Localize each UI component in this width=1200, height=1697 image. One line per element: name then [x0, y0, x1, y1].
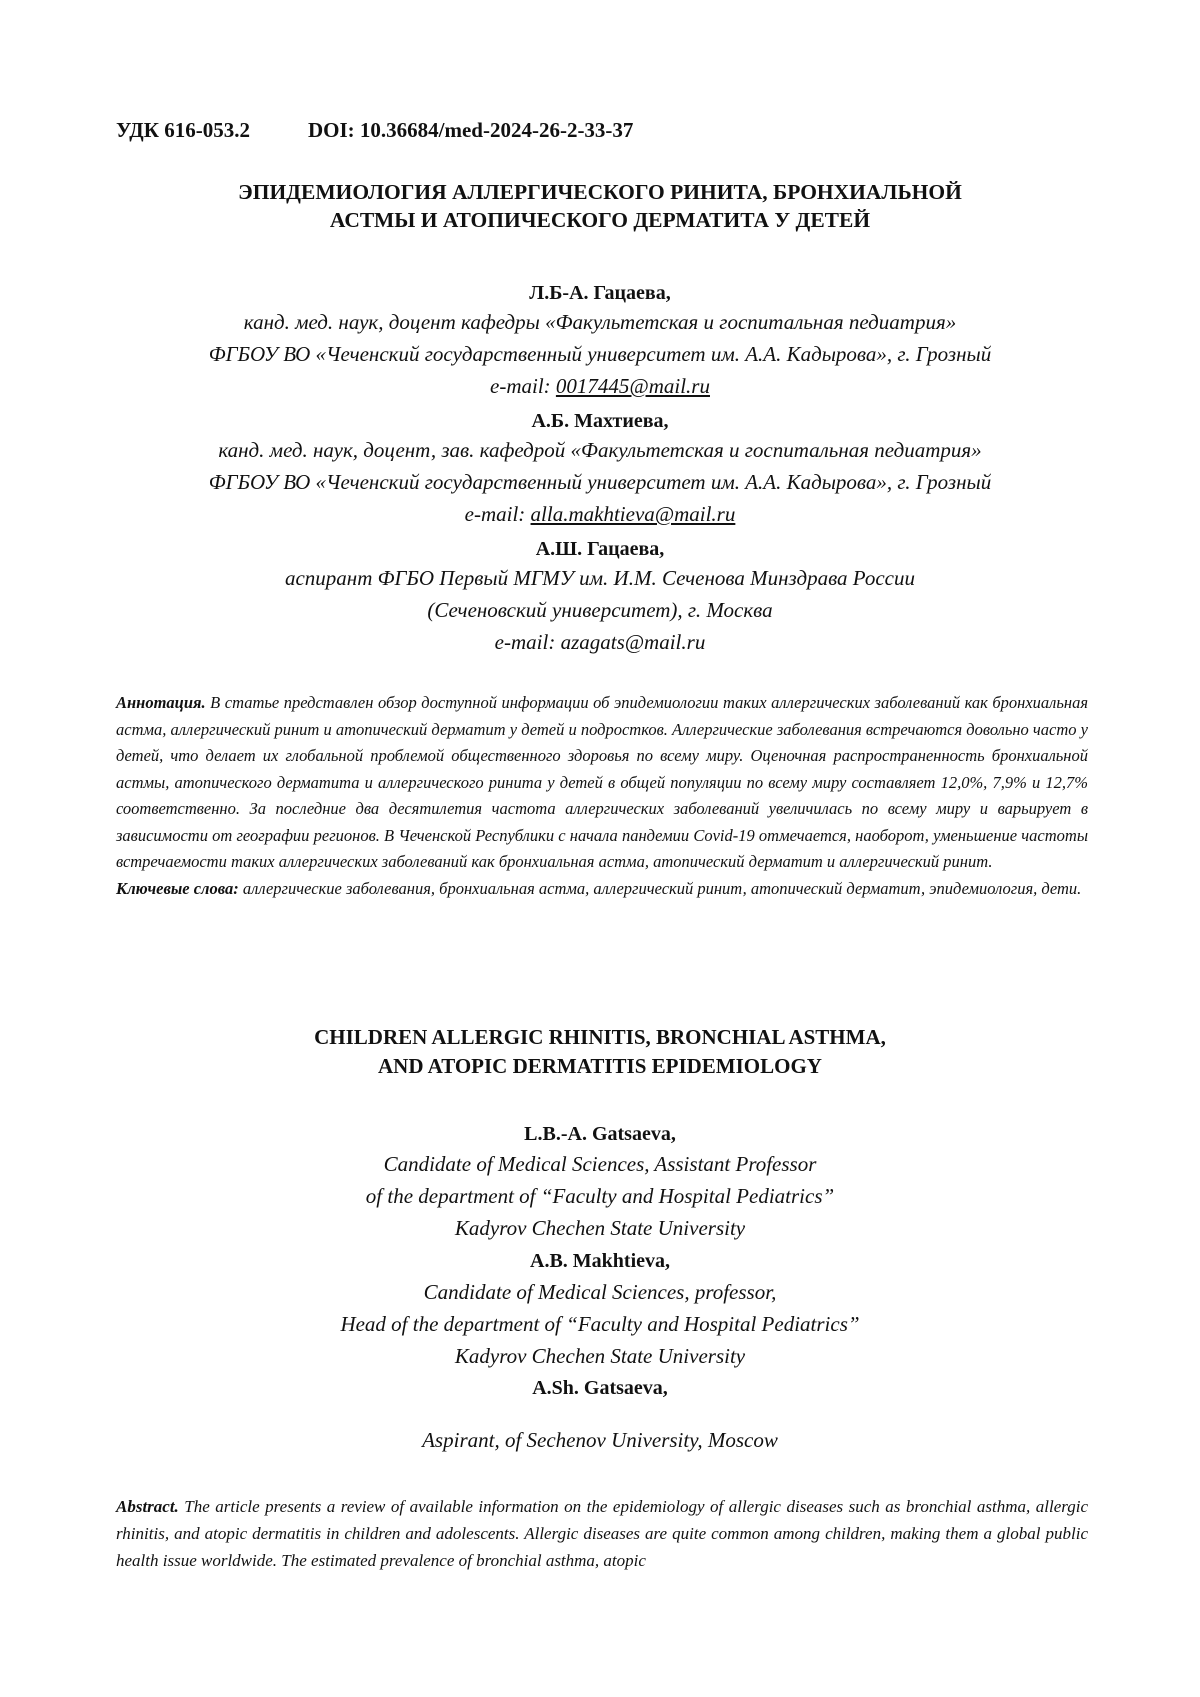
- abstract-en-text: The article presents a review of available information on the epidemiology of allergic diseases such as bronchial asthma, allergic rhinitis, and atopic dermatitis in children and adolescents. Allergic diseases are quite common among children, making them a global public health issue worldwide. The estimated prevalence of bronchial asthma, atopic: [116, 1497, 1088, 1570]
- article-meta: [116, 118, 633, 143]
- author-ru-1-affiliation: [0, 306, 1200, 402]
- author-ru-2-position: канд. мед. наук, доцент, зав. кафедрой «Факультетская и госпитальная педиатрия»: [218, 438, 982, 462]
- author-ru-3-position: аспирант ФГБО Первый МГМУ им. И.М. Сеченова Минздрава России: [284, 566, 916, 590]
- author-en-1-institution: Kadyrov Chechen State University: [454, 1216, 746, 1240]
- email-label: e-mail:: [464, 502, 531, 526]
- keywords-ru-text: аллергические заболевания, бронхиальная астма, аллергический ринит, атопический дерматит, эпидемиология, дети.: [238, 878, 1082, 898]
- doi-code: DOI: 10.36684/med-2024-26-2-33-37: [307, 118, 634, 142]
- title-en-line-2: AND ATOPIC DERMATITIS EPIDEMIOLOGY: [378, 1054, 822, 1078]
- author-en-1-position: Candidate of Medical Sciences, Assistant Professor: [383, 1152, 817, 1176]
- author-en-2-institution: Kadyrov Chechen State University: [454, 1344, 746, 1368]
- author-en-1-affiliation: [0, 1148, 1200, 1244]
- author-en-3-name: A.Sh. Gatsaeva,: [532, 1377, 668, 1399]
- author-en-1-name: L.B.-A. Gatsaeva,: [524, 1123, 676, 1145]
- author-ru-1-institution: ФГБОУ ВО «Чеченский государственный университет им. А.А. Кадырова», г. Грозный: [208, 342, 992, 366]
- title-ru-line-2: АСТМЫ И АТОПИЧЕСКОГО ДЕРМАТИТА У ДЕТЕЙ: [329, 208, 871, 232]
- email-label: e-mail:: [490, 374, 556, 398]
- author-en-2-department: Head of the department of “Faculty and Hospital Pediatrics”: [340, 1312, 860, 1336]
- abstract-en-label: Abstract.: [116, 1497, 179, 1516]
- author-en-3-affiliation: Aspirant, of Sechenov University, Moscow: [422, 1428, 778, 1452]
- email-link[interactable]: 0017445@mail.ru: [555, 374, 710, 398]
- abstract-ru-label: Аннотация.: [116, 693, 206, 712]
- author-ru-3-affiliation: [0, 562, 1200, 658]
- author-ru-2-affiliation: [0, 434, 1200, 530]
- author-ru-1-name: Л.Б-А. Гацаева,: [529, 282, 671, 304]
- author-en-1-department: of the department of “Faculty and Hospital Pediatrics”: [365, 1184, 835, 1208]
- author-ru-3-name: А.Ш. Гацаева,: [535, 538, 665, 560]
- abstract-en: [116, 1493, 1088, 1574]
- author-en-2-name: A.B. Makhtieva,: [530, 1250, 670, 1272]
- author-ru-1-email: [0, 370, 1200, 402]
- abstract-ru: [116, 690, 1088, 902]
- author-ru-2-email: [0, 498, 1200, 530]
- author-en-2-affiliation: [0, 1276, 1200, 1372]
- email-link[interactable]: alla.makhtieva@mail.ru: [530, 502, 736, 526]
- title-ru-line-1: ЭПИДЕМИОЛОГИЯ АЛЛЕРГИЧЕСКОГО РИНИТА, БРОНХИАЛЬНОЙ: [238, 180, 962, 204]
- abstract-ru-text: В статье представлен обзор доступной информации об эпидемиологии таких аллергических заболеваний как бронхиальная астма, аллергический ринит и атопический дерматит у детей и подростков. Аллергические заболевания встречаются довольно часто у детей, что делает их глобальной проблемой общественного здоровья по всему миру. Оценочная распространенность бронхиальной астмы, атопического дерматита и аллергического ринита у детей в общей популяции по всему миру составляет 12,0%, 7,9% и 12,7% соответственно. За последние два десятилетия частота аллергических заболеваний увеличилась по всему миру и варьирует в зависимости от географии регионов. В Чеченской Республики с начала пандемии Covid-19 отмечается, наоборот, уменьшение частоты встречаемости таких аллергических заболеваний как бронхиальная астма, атопический дерматит и аллергический ринит.: [116, 693, 1088, 871]
- author-ru-2-institution: ФГБОУ ВО «Чеченский государственный университет им. А.А. Кадырова», г. Грозный: [208, 470, 992, 494]
- title-en-line-1: CHILDREN ALLERGIC RHINITIS, BRONCHIAL ASTHMA,: [314, 1025, 886, 1049]
- title-en: [0, 1023, 1200, 1081]
- title-ru: [0, 178, 1200, 234]
- author-ru-3-email: e-mail: azagats@mail.ru: [494, 630, 706, 654]
- udk-code: УДК 616-053.2: [116, 118, 250, 142]
- keywords-ru-label: Ключевые слова:: [116, 878, 239, 898]
- author-ru-2-name: А.Б. Махтиева,: [531, 410, 669, 432]
- author-ru-1-position: канд. мед. наук, доцент кафедры «Факультетская и госпитальная педиатрия»: [243, 310, 957, 334]
- author-ru-3-institution: (Сеченовский университет), г. Москва: [427, 598, 773, 622]
- author-en-2-position: Candidate of Medical Sciences, professor,: [423, 1280, 777, 1304]
